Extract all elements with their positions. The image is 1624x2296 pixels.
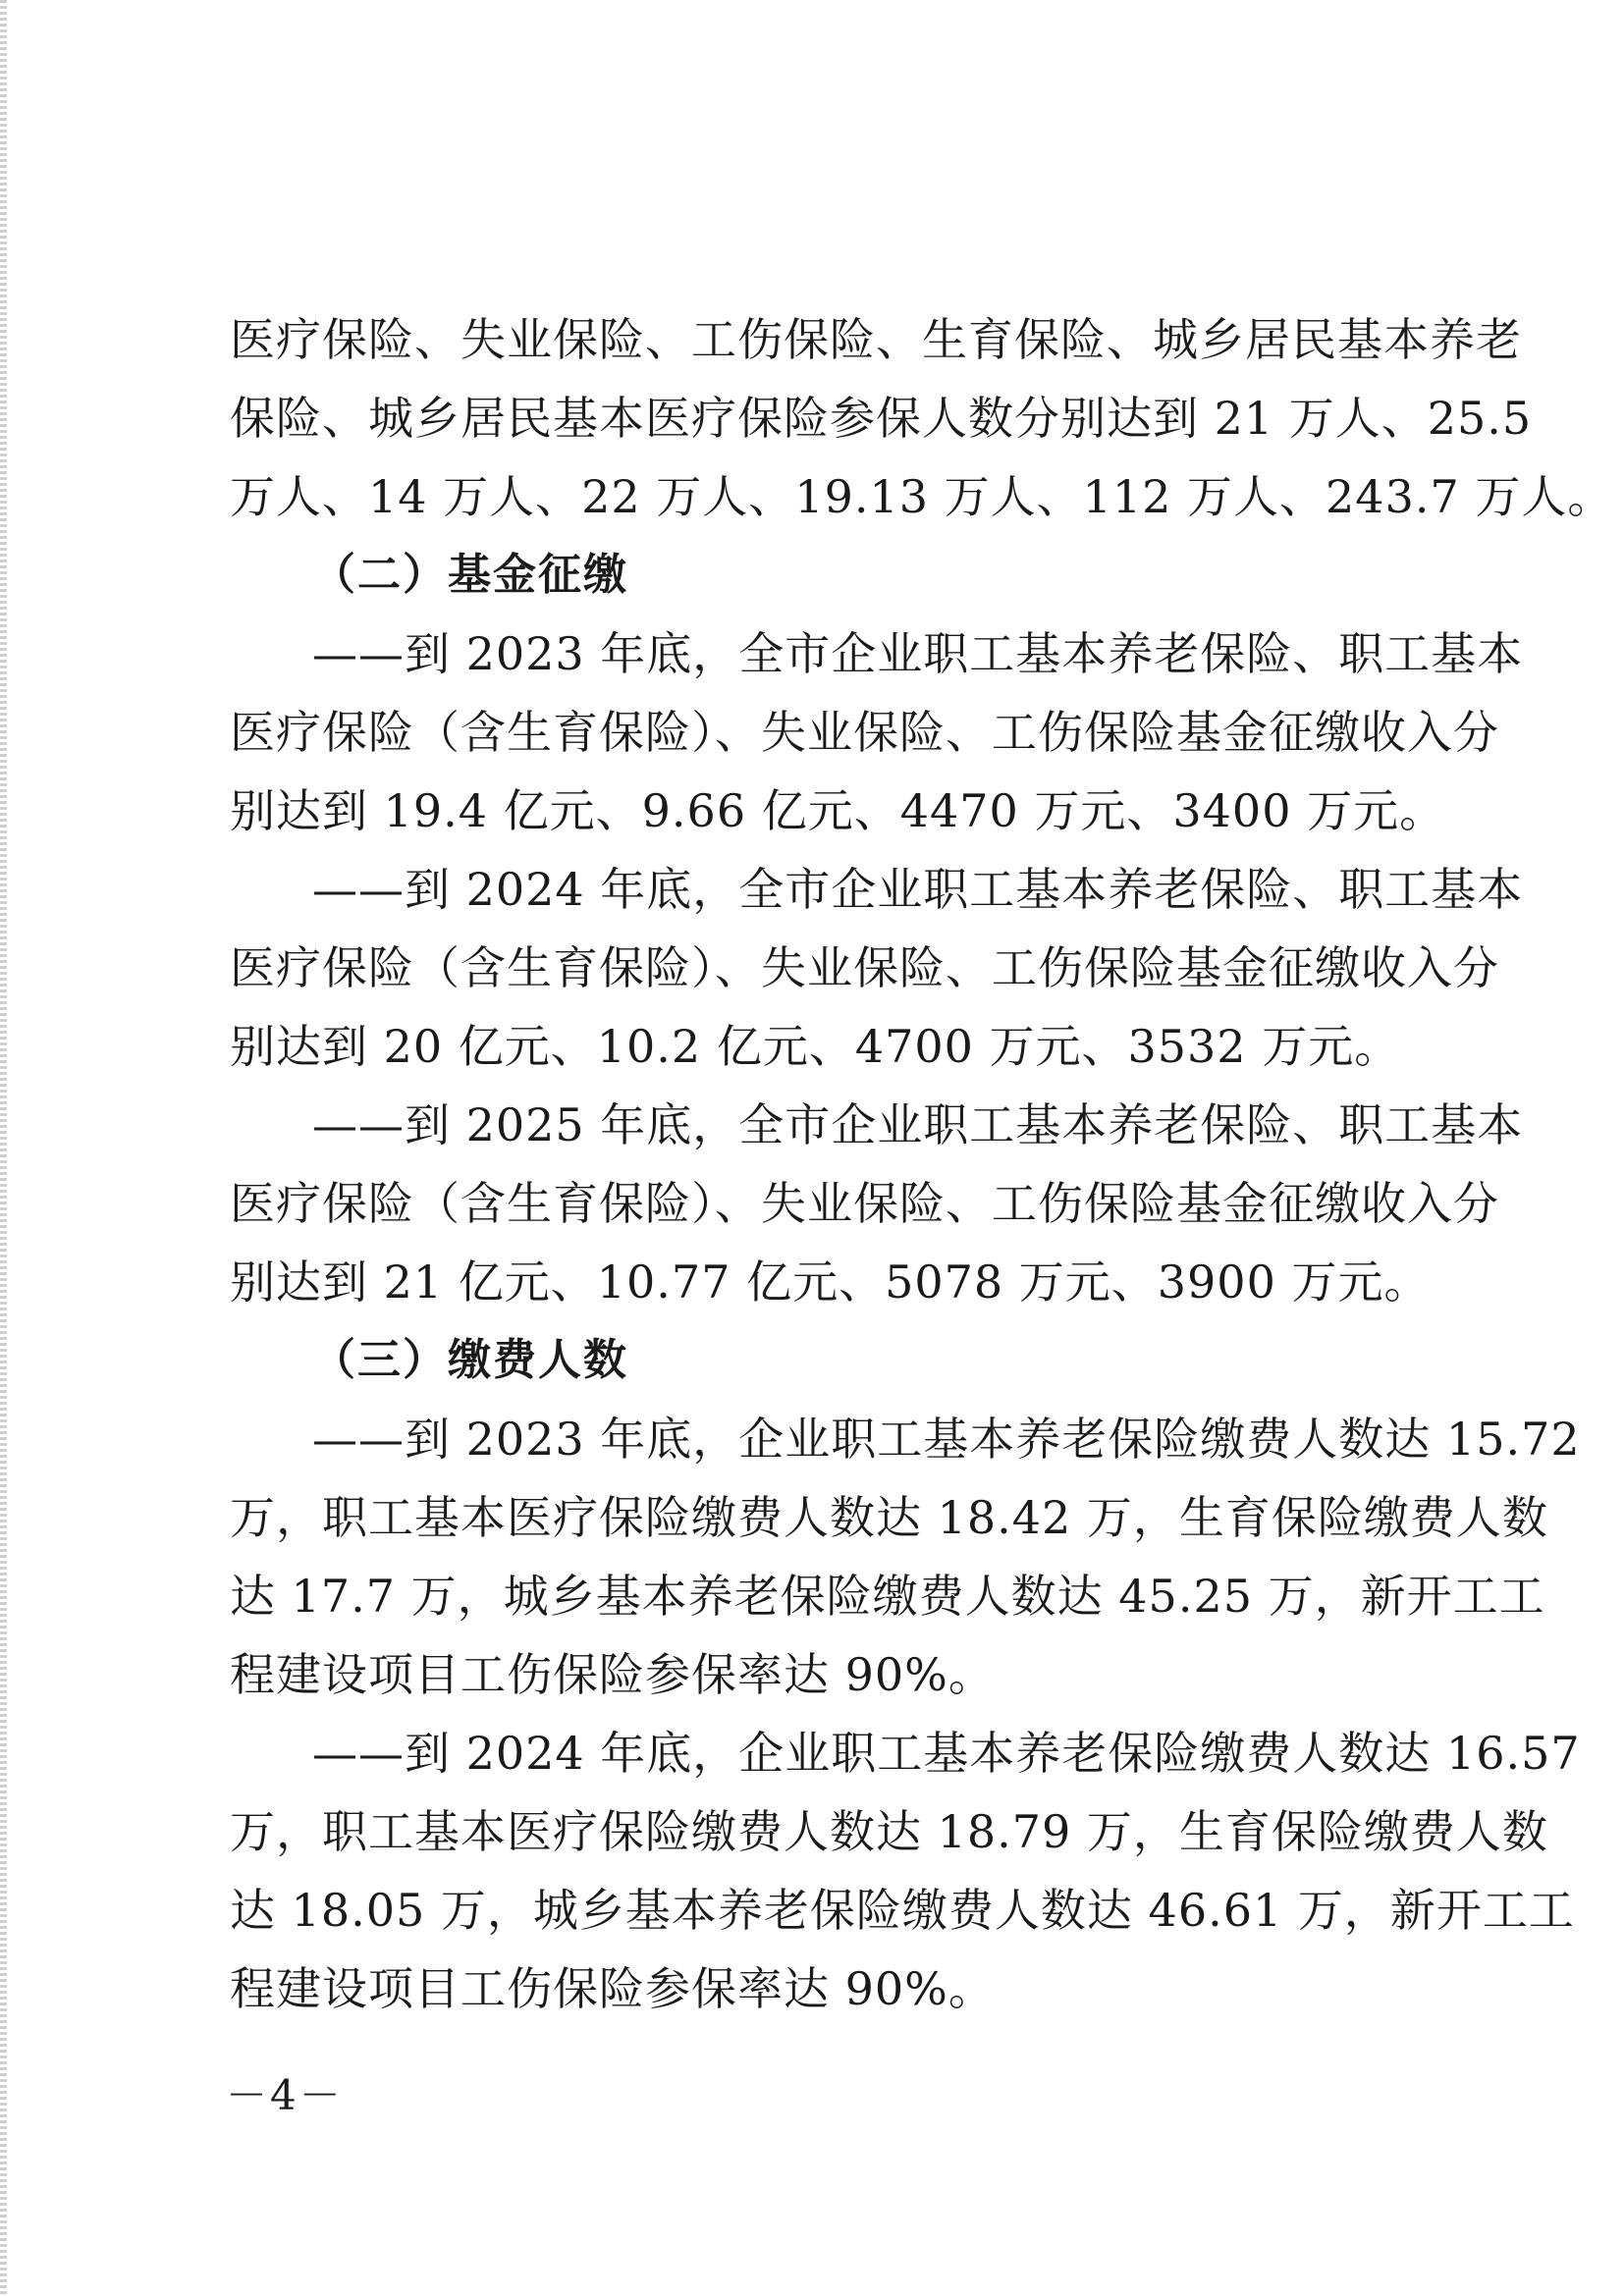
document-page — [230, 300, 1614, 2028]
body-line: 万，职工基本医疗保险缴费人数达 18.42 万，生育保险缴费人数 — [230, 1491, 1548, 1544]
body-line: 程建设项目工伤保险参保率达 90%。 — [230, 1648, 995, 1701]
section-heading-fund-collection: （二）基金征缴 — [312, 550, 628, 600]
body-line: 达 17.7 万，城乡基本养老保险缴费人数达 45.25 万，新开工工 — [230, 1570, 1545, 1623]
body-line: 医疗保险（含生育保险）、失业保险、工伤保险基金征缴收入分 — [230, 706, 1499, 759]
scan-edge — [0, 0, 7, 2296]
body-line: ——到 2023 年底，企业职工基本养老保险缴费人数达 15.72 — [312, 1413, 1581, 1466]
body-line: 万，职工基本医疗保险缴费人数达 18.79 万，生育保险缴费人数 — [230, 1805, 1548, 1858]
body-line: 程建设项目工伤保险参保率达 90%。 — [230, 1962, 995, 2015]
section-heading-payer-count: （三）缴费人数 — [312, 1335, 628, 1385]
body-line: 保险、城乡居民基本医疗保险参保人数分别达到 21 万人、25.5 — [230, 392, 1533, 445]
page-number: －4－ — [226, 2071, 344, 2119]
body-line: 达 18.05 万，城乡基本养老保险缴费人数达 46.61 万，新开工工 — [230, 1884, 1575, 1937]
body-line: 别达到 20 亿元、10.2 亿元、4700 万元、3532 万元。 — [230, 1020, 1401, 1073]
body-line: 医疗保险、失业保险、工伤保险、生育保险、城乡居民基本养老 — [230, 313, 1522, 366]
body-line: 别达到 19.4 亿元、9.66 亿元、4470 万元、3400 万元。 — [230, 784, 1446, 837]
body-line: ——到 2025 年底，全市企业职工基本养老保险、职工基本 — [312, 1098, 1524, 1151]
body-line: 医疗保险（含生育保险）、失业保险、工伤保险基金征缴收入分 — [230, 941, 1499, 994]
body-line: ——到 2024 年底，全市企业职工基本养老保险、职工基本 — [312, 863, 1524, 916]
body-line: ——到 2023 年底，全市企业职工基本养老保险、职工基本 — [312, 627, 1524, 680]
body-line: 万人、14 万人、22 万人、19.13 万人、112 万人、243.7 万人。 — [230, 470, 1614, 523]
body-line: 医疗保险（含生育保险）、失业保险、工伤保险基金征缴收入分 — [230, 1177, 1499, 1230]
body-line: ——到 2024 年底，企业职工基本养老保险缴费人数达 16.57 — [312, 1727, 1581, 1780]
body-line: 别达到 21 亿元、10.77 亿元、5078 万元、3900 万元。 — [230, 1255, 1431, 1308]
